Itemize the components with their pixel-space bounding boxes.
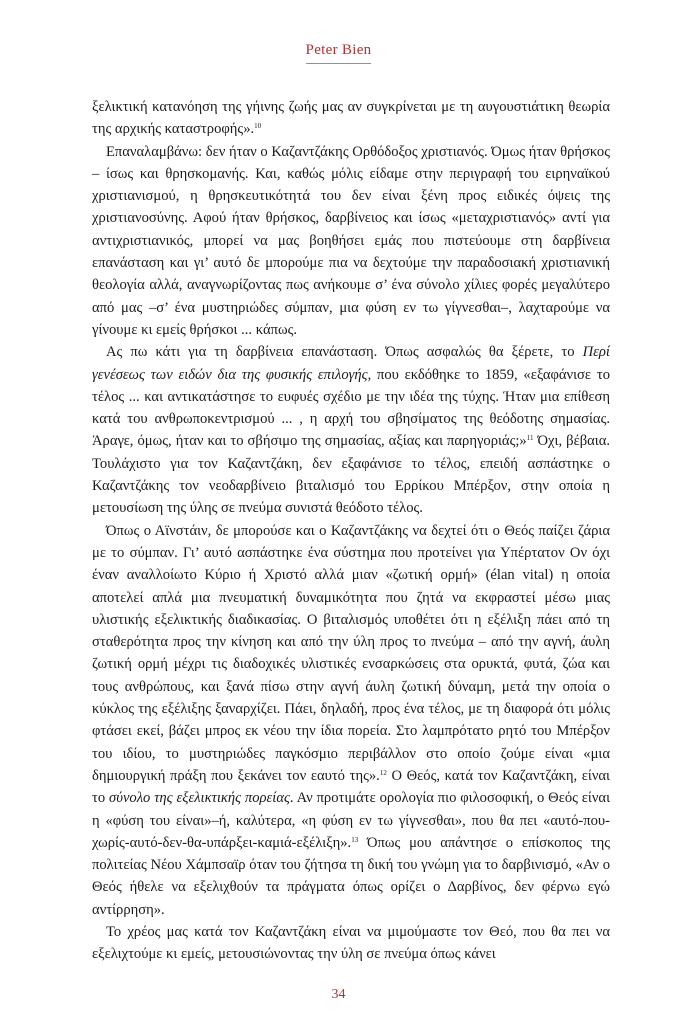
text-run: . Αν προτιμάτε ορολογία πιο φιλοσοφική, ο Θεός είναι η «φύση του είναι»–ή, καλύτερα, «η φύση εν τω γίγνεσθαι», που θα πει «αυτό-που-χωρίς-αυτό-δεν-θα-υπάρξει-καμιά-εξέλιξη». [92,790,610,851]
text-run: Το χρέος μας κατά τον Καζαντζάκη είναι να μιμούμαστε τον Θεό, που θα πει να εξελιχτούμε κι εμείς, μετουσιώνοντας την ύλη σε πνεύμα όπως κάνει [92,923,610,963]
text-run: ξελικτική κατανόηση της γήινης ζωής μας αν συγκρίνεται με τη αυγουστιάτικη θεωρία της αρχικής καταστροφής». [92,99,610,138]
text-run: Επαναλαμβάνω: δεν ήταν ο Καζαντζάκης Ορθόδοξος χριστιανός. Όμως ήταν θρήσκος – ίσως και θρησκομανής. Και, καθώς μόλις είδαμε στην περιγραφή του ειρηναϊκού χριστιανισμού, η θρησκευτικότητά του δεν είναι ξένη προς ειδικές όψεις της χριστιανοσύνης. Αφού ήταν θρήσκος, δαρβίνειος και ίσως «μεταχριστιανός» αντί για αντιχριστιανικός, μπορεί να μας βοηθήσει εμάς που πιστεύουμε στη δαρβίνεια επανάσταση και γι’ αυτό δε μπορούμε πια να δεχτούμε την παραδοσιακή χριστιανική θεολογία αλλά, αναγνωρίζοντας πως ανήκουμε σ’ ένα σύνολο χίλιες φορές μεγαλύτερο από μας –σ’ ένα μυστηριώδες σύμπαν, μια φύση εν τω γίγνεσθαι–, λαχταρούμε να γίνουμε κι εμείς θρήσκοι ... κάπως. [92,143,610,338]
text-run: Ας πω κάτι για τη δαρβίνεια επανάσταση. Όπως ασφαλώς θα ξέρετε, το [106,344,583,361]
paragraph [92,921,610,966]
footnote-ref: 11 [526,434,534,443]
text-run: Όχι, βέβαια. Τουλάχιστο για τον Καζαντζάκη, δεν εξαφάνισε το τέλος, επειδή ασπάστηκε ο Καζαντζάκης τον νεοδαρβίνειο βιταλισμό του Ερρίκου Μπέρξον, στην οποία η μετουσίωση της ύλης σε πνεύμα συνιστά θεόδοτο τέλος. [92,433,611,517]
paragraph [92,341,610,519]
paragraph [92,141,610,342]
text-run: Όπως μου απάντησε ο επίσκοπος της πολιτείας Νέου Χάμπσαϊρ όταν του ζήτησα τη δική του γνώμη για το δαρβινισμό, «Αν ο Θεός ήθελε να εξελιχθούν τα πράγματα όπως ορίζει ο Δαρβίνος, δεν φέρνω εγώ αντίρρηση». [92,834,610,918]
body-text [92,96,610,966]
text-run: Ο Θεός, κατά τον Καζαντζάκη, είναι το [92,767,610,807]
footnote-ref: 10 [254,122,262,131]
footnote-ref: 13 [351,835,359,844]
paragraph [92,520,610,921]
paragraph [92,96,610,141]
footnote-ref: 12 [379,768,387,777]
running-title: Peter Bien [306,42,372,64]
page-number: 34 [331,987,346,1002]
text-run: Όπως ο Αϊνστάιν, δε μπορούσε και ο Καζαντζάκης να δεχτεί ότι ο Θεός παίζει ζάρια με το σύμπαν. Γι’ αυτό ασπάστηκε ένα σύστημα που προτείνει για Υπέρτατον Ον όχι έναν αναλλοίωτο Κύριο ή Χριστό αλλά μιαν «ζωτική ορμή» (élan vital) η οποία αποτελεί απλά μια πνευματική δυναμικότητα που ζητά να εκφραστεί μέσω μιας υλιστικής εξελικτικής διαδικασίας. Ο βιταλισμός υποθέτει ότι η εξέλιξη πάει από τη σταθερότητα προς την κίνηση και από την ύλη προς το πνεύμα – από την αγνή, άυλη ζωτική ορμή μέχρι τις διαδοχικές υλιστικές ενσαρκώσεις στα ορυκτά, φυτά, ζώα και τους ανθρώπους, και ξανά πίσω στην αγνή άυλη ζωτική δύναμη, μετά την οποία ο κύκλος της εξέλιξης ξαναρχίζει. Πάει, δηλαδή, προς ένα τέλος, με τη διαφορά ότι μόλις φτάσει εκεί, βάζει μπρος εκ νέου την ίδια πορεία. Στο λαμπρότατο ρητό του Μπέρξον του ιδίου, το μυστηριώδες παγκόσμιο περιβάλλον στο οποίο ζούμε είναι «μια δημιουργική πράξη που ξεκάνει τον εαυτό της». [92,522,610,784]
text-run: , που εκδόθηκε το 1859, «εξαφάνισε το τέλος ... και αντικατάστησε το ευφυές σχέδιο με την ιδέα της τύχης. Ήταν μια επίθεση κατά του ανθρωποκεντρισμού ... , η αρχή του σβησίματος της θεόδοτης σημασίας. Άραγε, όμως, ήταν και το σβήσιμο της σημασίας, αξίας και παρηγοριάς;» [92,366,610,450]
italic-text: σύνολο της εξελικτικής πορείας [109,790,290,807]
italic-text: Περί γενέσεως των ειδών δια της φυσικής επιλογής [92,344,610,383]
running-header [0,41,677,64]
